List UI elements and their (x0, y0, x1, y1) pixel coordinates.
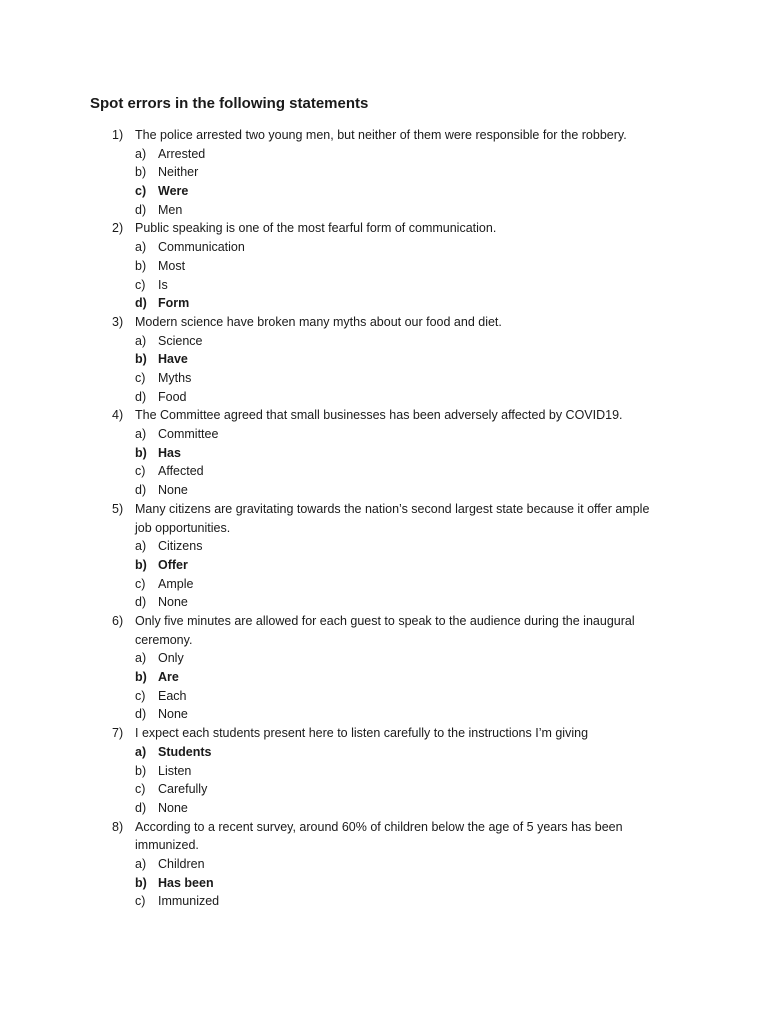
option-item-answer (0, 743, 768, 762)
question-text: Modern science have broken many myths about our food and diet. (135, 314, 502, 329)
option-letter: a) (135, 651, 147, 666)
option-text: Only (158, 651, 184, 666)
option-text: Have (158, 352, 188, 367)
question-item (0, 219, 768, 312)
option-item (0, 462, 768, 481)
question-number: 6) (112, 613, 124, 628)
option-letter: b) (135, 445, 147, 460)
option-text: Neither (158, 165, 199, 180)
option-item (0, 481, 768, 500)
option-letter: a) (135, 240, 147, 255)
question-text: The Committee agreed that small businesses has been adversely affected by COVID19. (135, 408, 623, 423)
option-list (0, 855, 768, 911)
option-letter: c) (135, 576, 146, 591)
option-letter: d) (135, 202, 147, 217)
option-text: Were (158, 184, 189, 199)
option-item-answer (0, 874, 768, 893)
option-letter: a) (135, 427, 147, 442)
option-list (0, 238, 768, 313)
question-text: Public speaking is one of the most fearful form of communication. (135, 221, 497, 236)
option-item (0, 238, 768, 257)
option-list (0, 425, 768, 500)
option-letter: c) (135, 277, 146, 292)
option-letter: d) (135, 389, 147, 404)
option-item (0, 799, 768, 818)
option-letter: d) (135, 800, 147, 815)
option-list (0, 743, 768, 818)
option-list (0, 145, 768, 220)
option-letter: c) (135, 464, 146, 479)
option-letter: b) (135, 670, 147, 685)
option-item (0, 855, 768, 874)
option-letter: a) (135, 333, 147, 348)
option-item-answer (0, 444, 768, 463)
option-letter: b) (135, 352, 147, 367)
option-item (0, 201, 768, 220)
option-text: Form (158, 296, 190, 311)
option-letter: a) (135, 146, 147, 161)
option-text: None (158, 595, 188, 610)
option-text: Has (158, 445, 181, 460)
option-item (0, 257, 768, 276)
option-text: Men (158, 202, 183, 217)
option-item (0, 575, 768, 594)
option-letter: d) (135, 707, 147, 722)
option-letter: d) (135, 296, 147, 311)
question-number: 1) (112, 128, 124, 142)
option-text: Listen (158, 763, 192, 778)
option-text: None (158, 707, 188, 722)
question-item (0, 818, 768, 911)
question-item (0, 406, 768, 499)
question-item (0, 612, 768, 724)
option-text: Each (158, 688, 187, 703)
question-number: 2) (112, 221, 124, 236)
question-item (0, 126, 768, 219)
option-letter: c) (135, 184, 147, 199)
option-letter: a) (135, 856, 147, 871)
option-letter: a) (135, 744, 147, 759)
option-text: Students (158, 744, 212, 759)
option-text: Immunized (158, 894, 220, 909)
option-letter: a) (135, 539, 147, 554)
option-letter: c) (135, 894, 146, 909)
option-letter: c) (135, 688, 146, 703)
question-text: According to a recent survey, around 60% of children below the age of 5 years has been immunized. (135, 819, 623, 853)
question-list (0, 126, 768, 911)
option-text: Arrested (158, 146, 206, 161)
option-item-answer (0, 182, 768, 201)
option-text: Are (158, 670, 179, 685)
page-title: Spot errors in the following statements (90, 95, 369, 112)
option-item (0, 762, 768, 781)
option-letter: c) (135, 370, 146, 385)
option-letter: b) (135, 875, 147, 890)
option-item (0, 163, 768, 182)
option-letter: b) (135, 165, 147, 180)
option-item (0, 780, 768, 799)
option-text: Affected (158, 464, 204, 479)
question-text: I expect each students present here to listen carefully to the instructions I’m giving (135, 726, 589, 741)
option-item (0, 649, 768, 668)
question-text: The police arrested two young men, but neither of them were responsible for the robbery. (135, 128, 627, 142)
option-text: Communication (158, 240, 245, 255)
option-text: Science (158, 333, 203, 348)
option-item (0, 145, 768, 164)
question-item (0, 500, 768, 612)
question-number: 5) (112, 501, 124, 516)
question-item (0, 724, 768, 817)
question-number: 4) (112, 408, 124, 423)
option-text: None (158, 800, 188, 815)
question-number: 8) (112, 819, 124, 834)
option-item (0, 276, 768, 295)
question-number: 3) (112, 314, 124, 329)
option-text: Ample (158, 576, 194, 591)
question-number: 7) (112, 726, 124, 741)
option-item (0, 425, 768, 444)
option-item-answer (0, 294, 768, 313)
option-text: Most (158, 258, 186, 273)
option-item-answer (0, 668, 768, 687)
option-item (0, 705, 768, 724)
option-list (0, 649, 768, 724)
option-text: Is (158, 277, 168, 292)
option-text: Has been (158, 875, 214, 890)
option-letter: d) (135, 595, 147, 610)
option-text: Food (158, 389, 187, 404)
option-item (0, 537, 768, 556)
question-text: Only five minutes are allowed for each guest to speak to the audience during the inaugural ceremony. (135, 613, 635, 647)
option-item-answer (0, 556, 768, 575)
option-letter: c) (135, 782, 146, 797)
option-item-answer (0, 350, 768, 369)
option-text: Myths (158, 370, 192, 385)
option-text: Children (158, 856, 205, 871)
option-letter: b) (135, 258, 147, 273)
option-text: None (158, 483, 188, 498)
option-text: Citizens (158, 539, 203, 554)
option-item (0, 369, 768, 388)
option-item (0, 332, 768, 351)
option-text: Offer (158, 557, 188, 572)
option-item (0, 892, 768, 911)
option-list (0, 332, 768, 407)
option-letter: b) (135, 557, 147, 572)
option-text: Carefully (158, 782, 208, 797)
option-item (0, 687, 768, 706)
option-letter: b) (135, 763, 147, 778)
option-text: Committee (158, 427, 219, 442)
option-letter: d) (135, 483, 147, 498)
option-item (0, 388, 768, 407)
question-text: Many citizens are gravitating towards the nation’s second largest state because it offer ample job opportunities. (135, 501, 650, 535)
question-item (0, 313, 768, 406)
option-item (0, 593, 768, 612)
option-list (0, 537, 768, 612)
